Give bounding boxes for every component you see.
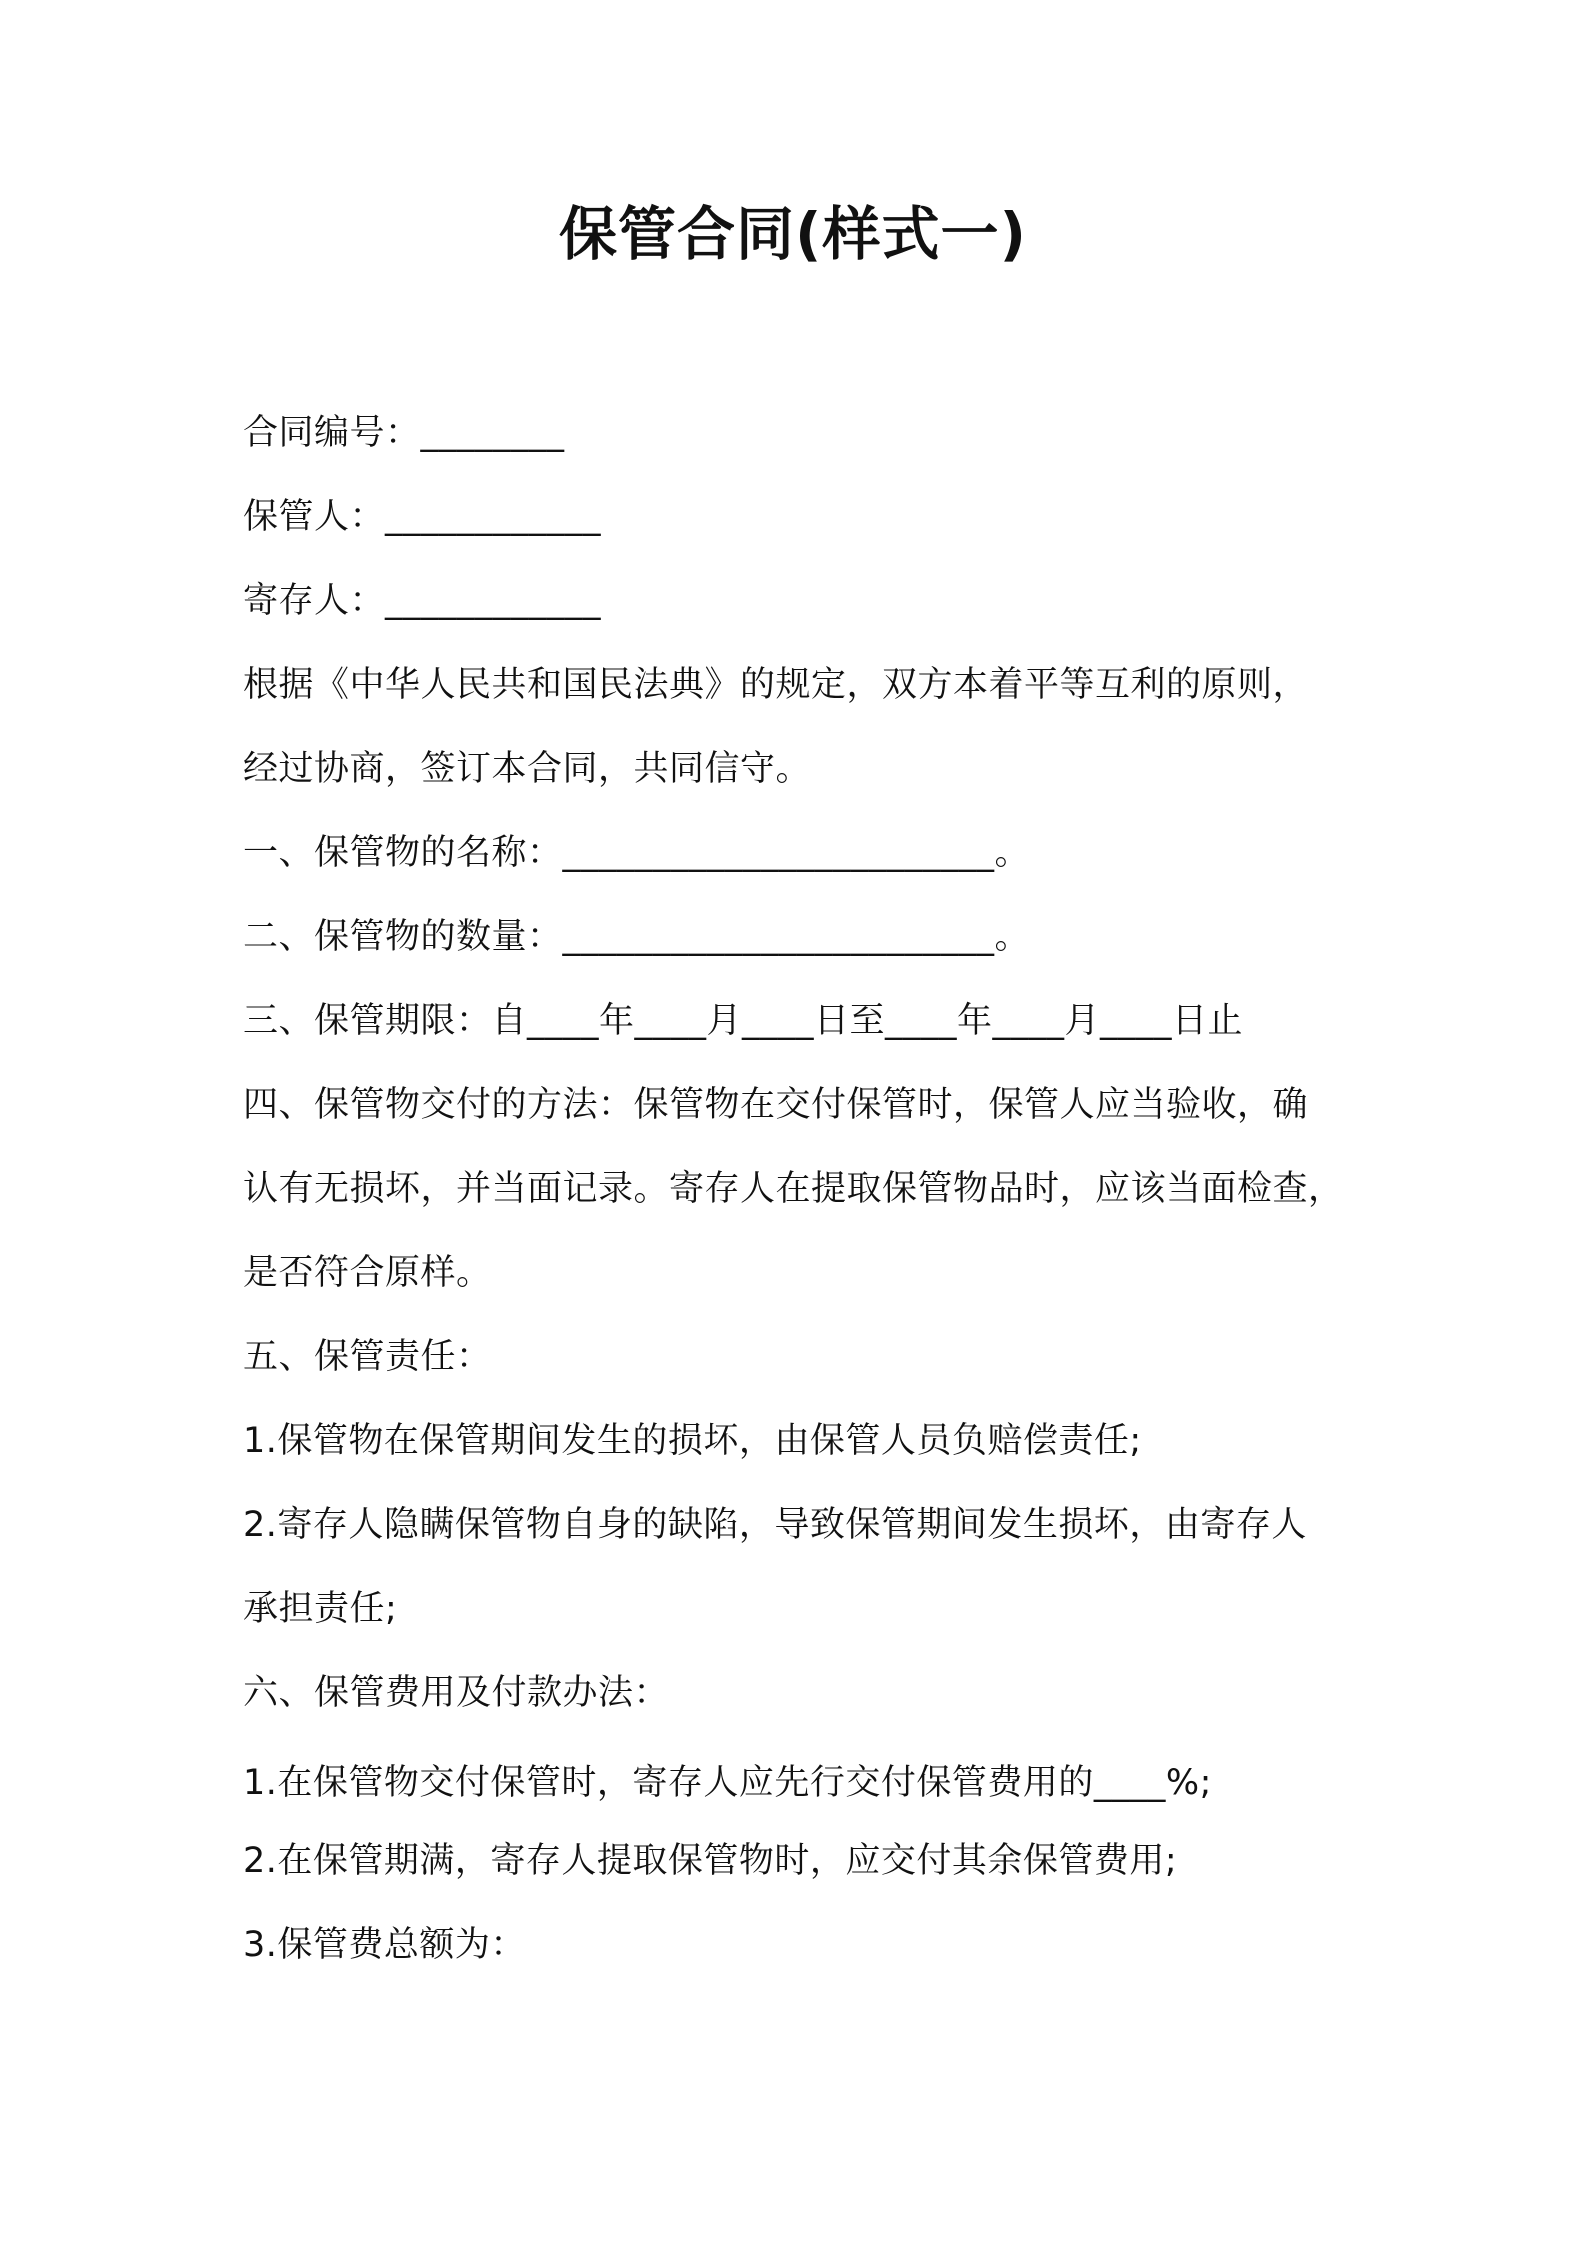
- article-6-heading: 六、保管费用及付款办法：: [243, 1673, 670, 1713]
- article-5-clause-1: 1.保管物在保管期间发生的损坏，由保管人员负赔偿责任;: [243, 1421, 1142, 1461]
- article-4-line-2: 认有无损坏，并当面记录。寄存人在提取保管物品时，应该当面检查，: [243, 1169, 1344, 1209]
- article-4-line-3: 是否符合原样。: [243, 1253, 492, 1293]
- article-4-line-1: 四、保管物交付的方法：保管物在交付保管时，保管人应当验收，确: [243, 1085, 1309, 1125]
- depositor-line: 寄存人：____________: [243, 581, 602, 621]
- preamble-line-2: 经过协商，签订本合同，共同信守。: [243, 749, 812, 789]
- article-6-clause-3: 3.保管费总额为：: [243, 1925, 526, 1965]
- custodian-line: 保管人：____________: [243, 497, 602, 537]
- article-5-heading: 五、保管责任：: [243, 1337, 492, 1377]
- contract-number-line: 合同编号：________: [243, 413, 565, 453]
- article-5-clause-2-line-2: 承担责任;: [243, 1589, 398, 1629]
- preamble-line-1: 根据《中华人民共和国民法典》的规定，双方本着平等互利的原则，: [243, 665, 1309, 705]
- article-1-item-name: 一、保管物的名称：________________________。: [243, 833, 1031, 873]
- article-6-clause-1: 1.在保管物交付保管时，寄存人应先行交付保管费用的____%;: [243, 1763, 1212, 1803]
- article-5-clause-2-line-1: 2.寄存人隐瞒保管物自身的缺陷，导致保管期间发生损坏，由寄存人: [243, 1505, 1307, 1545]
- article-6-clause-2: 2.在保管期满，寄存人提取保管物时，应交付其余保管费用;: [243, 1841, 1178, 1881]
- article-2-item-quantity: 二、保管物的数量：________________________。: [243, 917, 1031, 957]
- article-3-term: 三、保管期限：自____年____月____日至____年____月____日止: [243, 1001, 1244, 1041]
- document-title: 保管合同(样式一): [558, 200, 1028, 268]
